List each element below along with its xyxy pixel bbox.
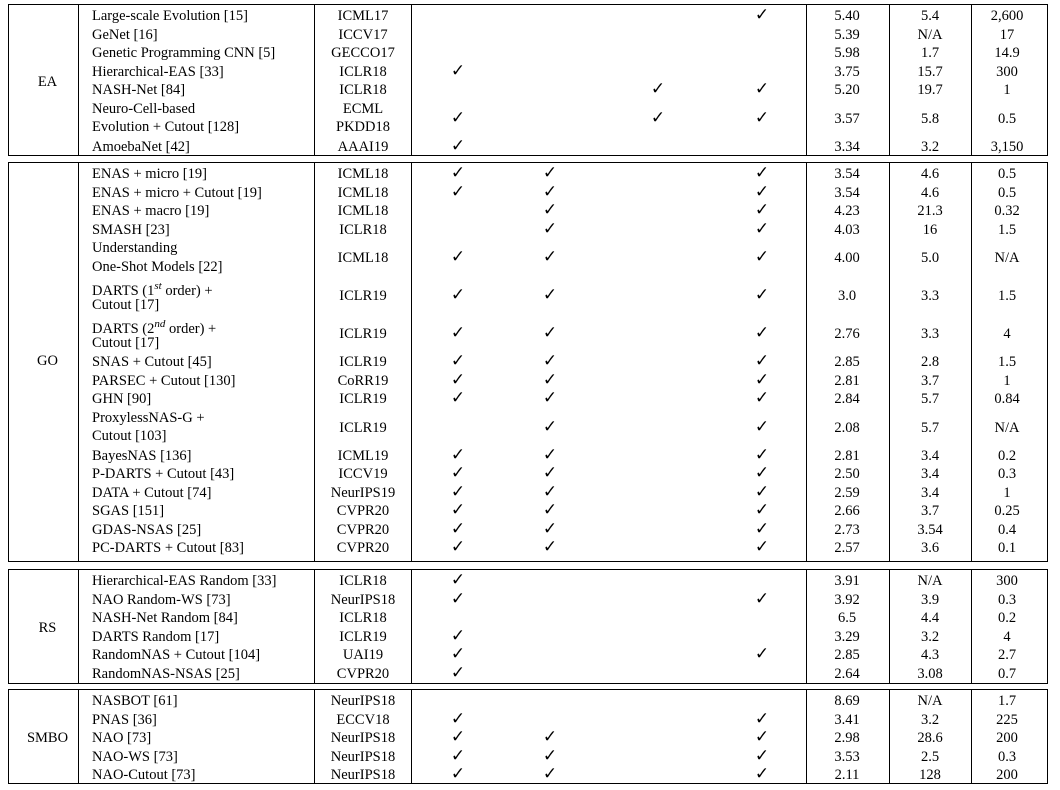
check-icon: ✓	[542, 218, 558, 238]
check-icon: ✓	[754, 218, 770, 238]
check-icon: ✓	[542, 181, 558, 201]
method-name: GHN [90]	[92, 391, 152, 408]
parameter-count: 4.6	[920, 184, 940, 201]
search-cost: 0.25	[994, 503, 1020, 520]
method-name: Hierarchical-EAS Random [33]	[92, 573, 277, 590]
check-icon: ✓	[754, 644, 770, 664]
table-row	[9, 165, 1047, 184]
check-icon: ✓	[450, 323, 466, 342]
table-row	[9, 202, 1047, 221]
venue: ICML18	[337, 203, 389, 220]
parameter-count: 5.0	[920, 250, 940, 266]
venue: NeurIPS18	[330, 748, 396, 765]
parameter-count: 3.3	[920, 288, 940, 304]
check-icon: ✓	[450, 388, 466, 408]
table-row	[9, 481, 1047, 503]
method-name: Cutout [17]	[92, 334, 160, 351]
method-name: P-DARTS + Cutout [43]	[92, 466, 235, 483]
check-icon: ✓	[754, 416, 770, 436]
table-row	[9, 135, 1047, 157]
venue: ICLR19	[339, 354, 387, 371]
venue: NeurIPS18	[330, 767, 396, 784]
venue: ICML18	[337, 184, 389, 201]
check-icon: ✓	[450, 463, 466, 483]
venue: ICLR18	[339, 63, 387, 80]
search-cost: 300	[996, 63, 1018, 80]
check-icon: ✓	[542, 323, 558, 342]
parameter-count: 5.7	[920, 419, 940, 436]
error-rate: 2.85	[834, 647, 860, 664]
check-icon: ✓	[542, 518, 558, 538]
error-rate: 3.41	[834, 711, 860, 728]
check-icon: ✓	[754, 351, 770, 371]
method-name: PARSEC + Cutout [130]	[92, 372, 236, 389]
venue: ICLR19	[339, 628, 387, 645]
error-rate: 3.54	[834, 184, 860, 201]
venue: CVPR20	[336, 540, 390, 557]
error-rate: 5.40	[834, 8, 860, 25]
venue: AAAI19	[337, 138, 389, 155]
table-row	[9, 745, 1047, 767]
venue: CVPR20	[336, 665, 390, 682]
check-icon: ✓	[754, 463, 770, 483]
search-cost: 0.4	[997, 521, 1017, 538]
venue: ICLR19	[339, 391, 387, 408]
search-cost: 3,150	[990, 138, 1024, 155]
error-rate: 2.81	[834, 447, 860, 464]
check-icon: ✓	[754, 444, 770, 464]
venue: CoRR19	[337, 372, 389, 389]
method-name: DARTS (2nd order) +	[92, 318, 217, 337]
error-rate: 3.57	[834, 110, 860, 127]
venue: ICLR18	[339, 610, 387, 627]
parameter-count: 21.3	[917, 203, 943, 220]
check-icon: ✓	[450, 135, 466, 155]
venue: ICML19	[337, 447, 389, 464]
method-name: Cutout [17]	[92, 296, 160, 313]
check-icon: ✓	[542, 351, 558, 371]
check-icon: ✓	[754, 200, 770, 220]
error-rate: 2.81	[834, 372, 860, 389]
check-icon: ✓	[450, 163, 466, 183]
table-row	[9, 662, 1047, 684]
search-cost: N/A	[994, 250, 1020, 266]
table-row	[9, 100, 1047, 138]
table-row	[9, 390, 1047, 409]
venue: CVPR20	[336, 521, 390, 538]
search-cost: 0.7	[997, 665, 1017, 682]
table-row	[9, 239, 1047, 277]
venue: ICML17	[337, 8, 389, 25]
table-section-go	[8, 162, 1048, 562]
venue: ICLR18	[339, 221, 387, 238]
error-rate: 2.08	[834, 419, 860, 436]
error-rate: 5.39	[834, 26, 860, 43]
group-label: RS	[38, 619, 57, 636]
search-cost: 0.2	[997, 610, 1017, 627]
check-icon: ✓	[542, 463, 558, 483]
error-rate: 5.20	[834, 82, 860, 99]
table-row	[9, 181, 1047, 203]
search-cost: N/A	[994, 419, 1020, 436]
parameter-count: 3.4	[920, 447, 940, 464]
check-icon: ✓	[754, 745, 770, 765]
check-icon: ✓	[754, 285, 770, 304]
venue: UAI19	[342, 647, 384, 664]
check-icon: ✓	[450, 588, 466, 608]
table-row	[9, 444, 1047, 466]
check-icon: ✓	[450, 764, 466, 784]
method-name: RandomNAS-NSAS [25]	[92, 665, 240, 682]
search-cost: 200	[996, 730, 1018, 747]
table-row	[9, 766, 1047, 785]
parameter-count: 3.2	[920, 138, 940, 155]
search-cost: 1	[1003, 484, 1011, 501]
error-rate: 2.85	[834, 354, 860, 371]
parameter-count: 2.5	[920, 748, 940, 765]
check-icon: ✓	[542, 444, 558, 464]
table-row	[9, 277, 1047, 315]
venue: CVPR20	[336, 503, 390, 520]
check-icon: ✓	[450, 60, 466, 80]
check-icon: ✓	[542, 416, 558, 436]
method-name: SGAS [151]	[92, 503, 165, 520]
method-name: NASH-Net Random [84]	[92, 610, 238, 627]
search-cost: 0.1	[997, 540, 1017, 557]
check-icon: ✓	[542, 764, 558, 784]
parameter-count: 4.3	[920, 647, 940, 664]
table-row	[9, 646, 1047, 665]
check-icon: ✓	[754, 500, 770, 520]
method-name: NAO-WS [73]	[92, 748, 178, 765]
check-icon: ✓	[450, 285, 466, 304]
venue: ICCV17	[338, 26, 388, 43]
parameter-count: 3.6	[920, 540, 940, 557]
venue: ICLR18	[339, 573, 387, 590]
check-icon: ✓	[754, 323, 770, 342]
error-rate: 3.75	[834, 63, 860, 80]
method-name: Evolution + Cutout [128]	[92, 119, 240, 135]
check-icon: ✓	[754, 163, 770, 183]
parameter-count: 16	[922, 221, 938, 238]
table-row	[9, 502, 1047, 521]
check-icon: ✓	[450, 500, 466, 520]
search-cost: 1.5	[997, 288, 1017, 304]
check-icon: ✓	[450, 107, 466, 127]
venue: ICCV19	[338, 466, 388, 483]
venue: GECCO17	[331, 45, 395, 62]
venue: ECML	[342, 100, 384, 117]
error-rate: 4.03	[834, 221, 860, 238]
check-icon: ✓	[450, 537, 466, 557]
table-row	[9, 26, 1047, 45]
search-cost: 0.5	[997, 166, 1017, 183]
check-icon: ✓	[542, 200, 558, 220]
error-rate: 2.66	[834, 503, 860, 520]
error-rate: 2.50	[834, 466, 860, 483]
table-row	[9, 353, 1047, 372]
table-row	[9, 81, 1047, 100]
table-section-smbo	[8, 689, 1048, 784]
error-rate: 3.53	[834, 748, 860, 765]
parameter-count: 1.7	[920, 45, 940, 62]
error-rate: 2.11	[834, 767, 860, 784]
parameter-count: 3.3	[920, 326, 940, 342]
table-row	[9, 7, 1047, 26]
error-rate: 8.69	[834, 693, 860, 710]
parameter-count: 3.9	[920, 591, 940, 608]
method-name: GeNet [16]	[92, 26, 158, 43]
method-name: NASBOT [61]	[92, 693, 178, 710]
method-name: SMASH [23]	[92, 221, 170, 238]
error-rate: 2.73	[834, 521, 860, 538]
search-cost: 0.5	[997, 184, 1017, 201]
check-icon: ✓	[754, 5, 770, 25]
check-icon: ✓	[542, 727, 558, 747]
check-icon: ✓	[754, 481, 770, 501]
method-name: Understanding	[92, 240, 178, 256]
error-rate: 3.0	[837, 288, 857, 304]
check-icon: ✓	[542, 745, 558, 765]
parameter-count: 28.6	[917, 730, 943, 747]
error-rate: 2.59	[834, 484, 860, 501]
parameter-count: N/A	[917, 693, 943, 710]
error-rate: 2.76	[834, 326, 860, 342]
method-name: Neuro-Cell-based	[92, 100, 196, 117]
check-icon: ✓	[450, 745, 466, 765]
check-icon: ✓	[542, 163, 558, 183]
check-icon: ✓	[450, 727, 466, 747]
check-icon: ✓	[450, 444, 466, 464]
parameter-count: 5.8	[920, 110, 940, 127]
search-cost: 4	[1003, 326, 1011, 342]
parameter-count: 5.4	[920, 8, 940, 25]
table-row	[9, 315, 1047, 353]
venue: ICLR19	[339, 288, 387, 304]
table-row	[9, 708, 1047, 730]
table-row	[9, 729, 1047, 748]
method-name: GDAS-NSAS [25]	[92, 521, 202, 538]
table-section-rs	[8, 569, 1048, 684]
table-row	[9, 465, 1047, 484]
method-name: PC-DARTS + Cutout [83]	[92, 540, 244, 557]
check-icon: ✓	[754, 369, 770, 389]
table-section-ea	[8, 4, 1048, 156]
check-icon: ✓	[542, 388, 558, 408]
check-icon: ✓	[754, 247, 770, 266]
group-label: EA	[37, 73, 58, 90]
search-cost: 0.32	[994, 203, 1020, 220]
method-name: NAO [73]	[92, 730, 152, 747]
group-label: GO	[37, 353, 58, 370]
search-cost: 1.5	[997, 221, 1017, 238]
error-rate: 2.84	[834, 391, 860, 408]
search-cost: 0.2	[997, 447, 1017, 464]
check-icon: ✓	[754, 537, 770, 557]
parameter-count: 5.7	[920, 391, 940, 408]
check-icon: ✓	[450, 625, 466, 645]
parameter-count: 4.6	[920, 166, 940, 183]
parameter-count: 3.2	[920, 711, 940, 728]
error-rate: 6.5	[837, 610, 857, 627]
method-name: NAO Random-WS [73]	[92, 591, 231, 608]
method-name: Cutout [103]	[92, 428, 167, 444]
check-icon: ✓	[542, 247, 558, 266]
check-icon: ✓	[754, 107, 770, 127]
method-name: ProxylessNAS-G +	[92, 409, 205, 426]
method-name: SNAS + Cutout [45]	[92, 354, 212, 371]
venue: NeurIPS18	[330, 730, 396, 747]
venue: NeurIPS19	[330, 484, 396, 501]
search-cost: 4	[1003, 628, 1011, 645]
search-cost: 0.3	[997, 748, 1017, 765]
error-rate: 2.57	[834, 540, 860, 557]
error-rate: 3.34	[834, 138, 860, 155]
check-icon: ✓	[542, 369, 558, 389]
parameter-count: 3.7	[920, 372, 940, 389]
method-name: DARTS Random [17]	[92, 628, 220, 645]
table-row	[9, 588, 1047, 610]
search-cost: 300	[996, 573, 1018, 590]
search-cost: 1	[1003, 82, 1011, 99]
venue: ICLR18	[339, 82, 387, 99]
check-icon: ✓	[650, 79, 666, 99]
method-name: ENAS + micro + Cutout [19]	[92, 184, 262, 201]
table-row	[9, 409, 1047, 447]
search-cost: 0.84	[994, 391, 1020, 408]
method-name: DARTS (1st order) +	[92, 280, 213, 299]
check-icon: ✓	[754, 388, 770, 408]
error-rate: 3.91	[834, 573, 860, 590]
check-icon: ✓	[450, 247, 466, 266]
error-rate: 3.29	[834, 628, 860, 645]
check-icon: ✓	[754, 79, 770, 99]
check-icon: ✓	[754, 708, 770, 728]
method-name: AmoebaNet [42]	[92, 138, 190, 155]
venue: PKDD18	[336, 119, 390, 135]
check-icon: ✓	[450, 708, 466, 728]
check-icon: ✓	[754, 518, 770, 538]
method-name: DATA + Cutout [74]	[92, 484, 212, 501]
method-name: Genetic Programming CNN [5]	[92, 45, 276, 62]
search-cost: 225	[996, 711, 1018, 728]
parameter-count: 3.54	[917, 521, 943, 538]
check-icon: ✓	[542, 481, 558, 501]
table-row	[9, 518, 1047, 540]
parameter-count: 3.4	[920, 466, 940, 483]
search-cost: 2.7	[997, 647, 1017, 664]
parameter-count: 3.2	[920, 628, 940, 645]
method-name: ENAS + micro [19]	[92, 166, 207, 183]
check-icon: ✓	[450, 644, 466, 664]
check-icon: ✓	[650, 107, 666, 127]
parameter-count: N/A	[917, 26, 943, 43]
error-rate: 5.98	[834, 45, 860, 62]
method-name: PNAS [36]	[92, 711, 157, 728]
check-icon: ✓	[450, 369, 466, 389]
venue: ECCV18	[336, 711, 390, 728]
method-name: Hierarchical-EAS [33]	[92, 63, 224, 80]
search-cost: 200	[996, 767, 1018, 784]
venue: NeurIPS18	[330, 591, 396, 608]
venue: NeurIPS18	[330, 693, 396, 710]
table-row	[9, 369, 1047, 391]
check-icon: ✓	[542, 537, 558, 557]
parameter-count: N/A	[917, 573, 943, 590]
venue: ICLR19	[339, 326, 387, 342]
check-icon: ✓	[450, 481, 466, 501]
search-cost: 0.5	[997, 110, 1017, 127]
method-name: Large-scale Evolution [15]	[92, 8, 248, 25]
error-rate: 4.00	[834, 250, 860, 266]
method-name: BayesNAS [136]	[92, 447, 192, 464]
table-row	[9, 44, 1047, 63]
venue: ICLR19	[339, 419, 387, 436]
error-rate: 2.64	[834, 665, 860, 682]
venue: ICML18	[337, 250, 389, 266]
search-cost: 2,600	[990, 8, 1024, 25]
parameter-count: 15.7	[917, 63, 943, 80]
check-icon: ✓	[754, 588, 770, 608]
method-name: NAO-Cutout [73]	[92, 767, 196, 784]
table-row	[9, 609, 1047, 628]
check-icon: ✓	[542, 285, 558, 304]
search-cost: 0.3	[997, 466, 1017, 483]
table-row	[9, 218, 1047, 240]
error-rate: 4.23	[834, 203, 860, 220]
check-icon: ✓	[450, 518, 466, 538]
venue: ICML18	[337, 166, 389, 183]
parameter-count: 4.4	[920, 610, 940, 627]
table-row	[9, 572, 1047, 591]
parameter-count: 3.08	[917, 665, 943, 682]
method-name: ENAS + macro [19]	[92, 203, 210, 220]
parameter-count: 3.7	[920, 503, 940, 520]
search-cost: 14.9	[994, 45, 1020, 62]
check-icon: ✓	[450, 181, 466, 201]
method-name: One-Shot Models [22]	[92, 258, 223, 275]
group-label: SMBO	[26, 730, 69, 747]
search-cost: 1	[1003, 372, 1011, 389]
parameter-count: 2.8	[920, 354, 940, 371]
method-name: NASH-Net [84]	[92, 82, 186, 99]
error-rate: 2.98	[834, 730, 860, 747]
parameter-count: 19.7	[917, 82, 943, 99]
error-rate: 3.92	[834, 591, 860, 608]
table-row	[9, 692, 1047, 711]
check-icon: ✓	[450, 662, 466, 682]
check-icon: ✓	[450, 570, 466, 590]
search-cost: 1.5	[997, 354, 1017, 371]
check-icon: ✓	[450, 351, 466, 371]
search-cost: 17	[999, 26, 1015, 43]
method-name: RandomNAS + Cutout [104]	[92, 647, 261, 664]
check-icon: ✓	[754, 181, 770, 201]
search-cost: 1.7	[997, 693, 1017, 710]
table-row	[9, 60, 1047, 82]
check-icon: ✓	[542, 500, 558, 520]
check-icon: ✓	[754, 727, 770, 747]
table-row	[9, 539, 1047, 558]
search-cost: 0.3	[997, 591, 1017, 608]
error-rate: 3.54	[834, 166, 860, 183]
check-icon: ✓	[754, 764, 770, 784]
parameter-count: 128	[919, 767, 941, 784]
parameter-count: 3.4	[920, 484, 940, 501]
